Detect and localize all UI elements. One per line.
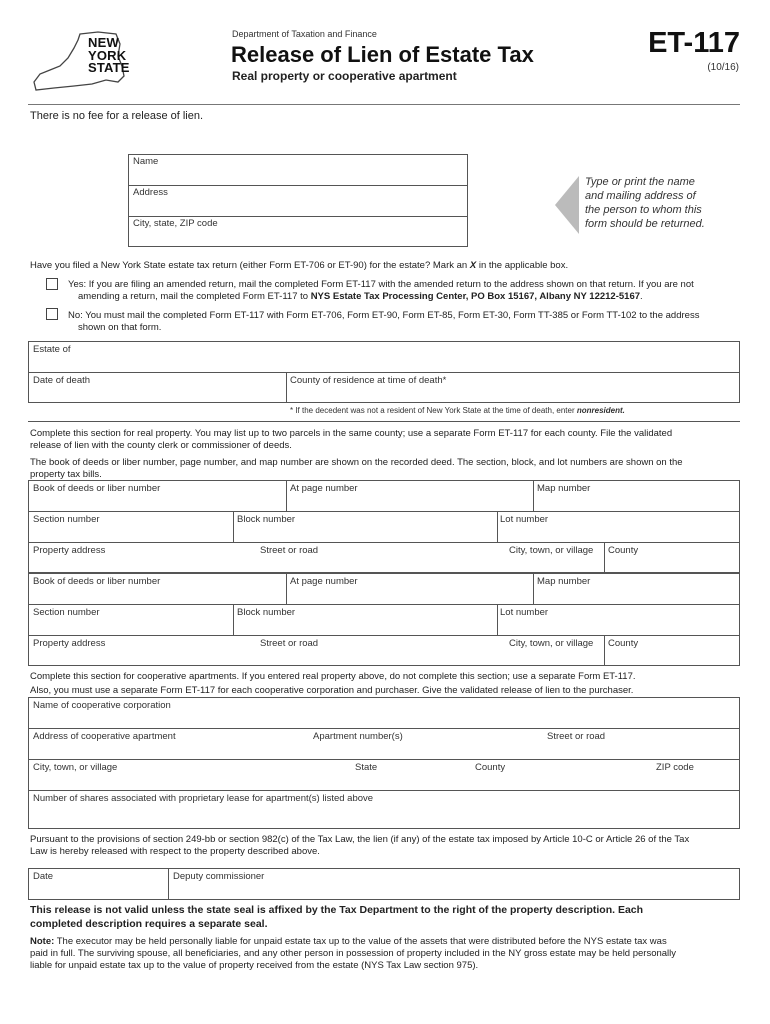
parcel-1-col-divider	[533, 480, 534, 511]
cooperative-row-divider	[28, 790, 740, 791]
parcel-2-map-label: Map number	[537, 576, 591, 587]
seal-warning-line: completed description requires a separate seal.	[30, 918, 268, 930]
no-option	[68, 310, 699, 334]
page-title: Release of Lien of Estate Tax	[231, 42, 534, 67]
parcel-2-page-label: At page number	[290, 576, 358, 587]
parcel-1-map-field[interactable]	[538, 496, 734, 507]
county-of-residence-label: County of residence at time of death*	[290, 375, 447, 386]
date-label: Date	[33, 871, 54, 882]
coop-shares-label: Number of shares associated with proprietary lease for apartment(s) listed above	[33, 793, 374, 804]
return-address-divider-2	[128, 216, 468, 217]
parcel-2-lot-label: Lot number	[500, 607, 549, 618]
liability-note	[30, 936, 676, 972]
parcel-1-page-field[interactable]	[291, 496, 527, 507]
date-of-death-label: Date of death	[33, 375, 91, 386]
coop-apartment-label: Apartment number(s)	[313, 731, 403, 742]
parcel-1-map-label: Map number	[537, 483, 591, 494]
form-number: ET-117	[648, 27, 740, 59]
address-field[interactable]	[134, 200, 462, 211]
return-instruction-line: and mailing address of	[585, 190, 696, 202]
parcel-1-row-divider-1	[28, 511, 740, 512]
yes-option	[68, 279, 694, 303]
yes-checkbox[interactable]	[46, 278, 58, 290]
coop-county-label: County	[475, 762, 506, 773]
real-property-intro-line: Complete this section for real property. You may list up to two parcels in the same county; use a separate Form ET-117 for each county. File the validated	[30, 428, 673, 439]
parcel-2-col-divider	[286, 573, 287, 604]
parcel-1-county-field[interactable]	[609, 558, 735, 569]
parcel-1-row-divider-2	[28, 542, 740, 543]
coop-address-field[interactable]	[34, 744, 734, 755]
coop-zip-label: ZIP code	[656, 762, 694, 773]
parcel-2-row-divider-2	[28, 635, 740, 636]
coop-city-state-zip-field[interactable]	[34, 775, 734, 786]
parcel-2-col-divider	[497, 604, 498, 635]
parcel-2-block-label: Block number	[237, 607, 296, 618]
logo-text	[88, 37, 130, 75]
question-text-end: in the applicable box.	[476, 260, 569, 271]
parcel-1-block-field[interactable]	[238, 527, 492, 538]
coop-city-label: City, town, or village	[33, 762, 118, 773]
parcel-2-lot-field[interactable]	[501, 620, 735, 631]
parcel-2-block-field[interactable]	[238, 620, 492, 631]
release-statement	[30, 834, 689, 858]
real-property-intro-line: The book of deeds or liber number, page number, and map number are shown on the recorded deed. The section, block, and lot numbers are shown on the	[30, 457, 683, 468]
parcel-2-county-label: County	[608, 638, 639, 649]
parcel-1-book-label: Book of deeds or liber number	[33, 483, 161, 494]
parcel-1-county-label: County	[608, 545, 639, 556]
real-property-intro-line: property tax bills.	[30, 469, 102, 480]
pointer-arrow-icon	[555, 176, 579, 234]
section-divider-real-property	[28, 421, 740, 422]
parcel-1-col-divider	[286, 480, 287, 511]
cooperative-intro-line: Also, you must use a separate Form ET-117 for each cooperative corporation and purchaser. Give the validated release of lien to the purchaser.	[30, 685, 634, 696]
deputy-commissioner-field[interactable]	[174, 884, 734, 895]
parcel-1-city-label: City, town, or village	[509, 545, 594, 556]
yes-option-period: .	[640, 291, 643, 302]
yes-option-text: amending a return, mail the completed Form ET-117 to	[78, 291, 311, 302]
no-option-line-1: No: You must mail the completed Form ET-117 with Form ET-706, Form ET-90, Form ET-85, Form ET-30, Form TT-385 or Form TT-102 to the address	[68, 310, 700, 321]
cooperative-intro	[30, 670, 636, 698]
liability-note-line-3: liable for unpaid estate tax up to the value of property received from the estate (NYS Tax Law section 975).	[30, 960, 479, 971]
filing-question	[30, 260, 568, 272]
date-field[interactable]	[34, 884, 162, 895]
no-option-line-2: shown on that form.	[78, 322, 162, 333]
parcel-1-address-field[interactable]	[34, 558, 598, 569]
parcel-1-lot-field[interactable]	[501, 527, 735, 538]
cooperative-row-divider	[28, 759, 740, 760]
release-statement-line: Law is hereby released with respect to the property described above.	[30, 846, 320, 857]
footnote-text: * If the decedent was not a resident of New York State at the time of death, enter	[290, 406, 577, 415]
name-field[interactable]	[134, 169, 462, 180]
fee-note: There is no fee for a release of lien.	[30, 110, 204, 122]
estate-of-label: Estate of	[33, 344, 71, 355]
note-label: Note:	[30, 936, 55, 947]
logo-line-state: STATE	[88, 60, 130, 75]
yes-option-line-2	[68, 291, 694, 303]
logo-line-york: YORK	[88, 47, 127, 63]
name-label: Name	[133, 156, 159, 167]
county-of-residence-field[interactable]	[291, 388, 735, 399]
yes-option-line-1: Yes: If you are filing an amended return, mail the completed Form ET-117 with the amended return to the address shown on that return. If you are not	[68, 279, 694, 290]
cooperative-intro-line: Complete this section for cooperative apartments. If you entered real property above, do not complete this section; use a separate Form ET-117.	[30, 671, 636, 682]
department-name: Department of Taxation and Finance	[232, 29, 377, 39]
parcel-1-section-field[interactable]	[34, 527, 228, 538]
coop-corporation-field[interactable]	[34, 713, 734, 724]
return-address-divider-1	[128, 185, 468, 186]
real-property-intro	[30, 428, 683, 481]
coop-street-label: Street or road	[547, 731, 606, 742]
parcel-1-section-label: Section number	[33, 514, 100, 525]
parcel-1-book-field[interactable]	[34, 496, 280, 507]
parcel-1-col-divider	[233, 511, 234, 542]
nonresident-footnote	[290, 406, 625, 415]
address-label: Address	[133, 187, 168, 198]
return-instruction-line: form should be returned.	[585, 218, 705, 230]
real-property-intro-line: release of lien with the county clerk or commissioner of deeds.	[30, 440, 292, 451]
parcel-2-street-label: Street or road	[260, 638, 319, 649]
parcel-2-page-field[interactable]	[291, 589, 527, 600]
parcel-2-book-field[interactable]	[34, 589, 280, 600]
parcel-1-block-label: Block number	[237, 514, 296, 525]
header-divider	[28, 104, 740, 105]
parcel-1-col-divider	[604, 542, 605, 573]
parcel-1-col-divider	[497, 511, 498, 542]
coop-corporation-label: Name of cooperative corporation	[33, 700, 171, 711]
parcel-2-city-label: City, town, or village	[509, 638, 594, 649]
parcel-2-county-field[interactable]	[609, 651, 735, 662]
estate-of-field[interactable]	[34, 357, 734, 368]
signature-divider	[168, 868, 169, 900]
seal-warning	[30, 903, 643, 931]
parcel-2-address-field[interactable]	[34, 651, 598, 662]
seal-warning-line: This release is not valid unless the state seal is affixed by the Tax Department to the right of the property description. Each	[30, 904, 644, 916]
parcel-2-col-divider	[233, 604, 234, 635]
page-subtitle: Real property or cooperative apartment	[232, 69, 457, 83]
footnote-nonresident: nonresident.	[576, 406, 625, 415]
parcel-2-book-label: Book of deeds or liber number	[33, 576, 161, 587]
parcel-2-section-label: Section number	[33, 607, 100, 618]
processing-center-address: NYS Estate Tax Processing Center, PO Box 15167, Albany NY 12212-5167	[310, 291, 641, 302]
parcel-2-section-field[interactable]	[34, 620, 228, 631]
parcel-1-lot-label: Lot number	[500, 514, 549, 525]
estate-divider	[28, 372, 740, 373]
no-checkbox[interactable]	[46, 308, 58, 320]
parcel-2-row-divider-1	[28, 604, 740, 605]
question-x-mark: X	[469, 260, 477, 271]
city-state-zip-label: City, state, ZIP code	[133, 218, 218, 229]
form-revision: (10/16)	[707, 62, 739, 73]
coop-address-label: Address of cooperative apartment	[33, 731, 176, 742]
parcel-2-col-divider	[533, 573, 534, 604]
note-text: The executor may be held personally liable for unpaid estate tax up to the value of the assets that were distributed before the NYS estate tax was	[54, 936, 667, 947]
logo-line-new: NEW	[88, 35, 119, 50]
parcel-1-page-label: At page number	[290, 483, 358, 494]
city-state-zip-field[interactable]	[134, 231, 462, 242]
return-instruction-line: Type or print the name	[585, 176, 695, 188]
return-instruction	[585, 175, 705, 231]
deputy-commissioner-label: Deputy commissioner	[173, 871, 265, 882]
parcel-2-property-address-label: Property address	[33, 638, 106, 649]
estate-vertical-divider	[286, 372, 287, 403]
coop-shares-field[interactable]	[34, 808, 734, 819]
parcel-2-map-field[interactable]	[538, 589, 734, 600]
return-instruction-line: the person to whom this	[585, 204, 702, 216]
parcel-1-property-address-label: Property address	[33, 545, 106, 556]
parcel-1-street-label: Street or road	[260, 545, 319, 556]
parcel-2-col-divider	[604, 635, 605, 666]
liability-note-line-2: paid in full. The surviving spouse, all beneficiaries, and any other person in possession of property included in the NY gross estate may be held personally	[30, 948, 677, 959]
coop-state-label: State	[355, 762, 378, 773]
question-text: Have you filed a New York State estate tax return (either Form ET-706 or ET-90) for the estate? Mark an	[30, 260, 470, 271]
date-of-death-field[interactable]	[34, 388, 280, 399]
release-statement-line: Pursuant to the provisions of section 249-bb or section 982(c) of the Tax Law, the lien (if any) of the estate tax imposed by Article 10-C or Article 26 of the Tax	[30, 834, 690, 845]
liability-note-line-1	[30, 936, 676, 948]
cooperative-row-divider	[28, 728, 740, 729]
